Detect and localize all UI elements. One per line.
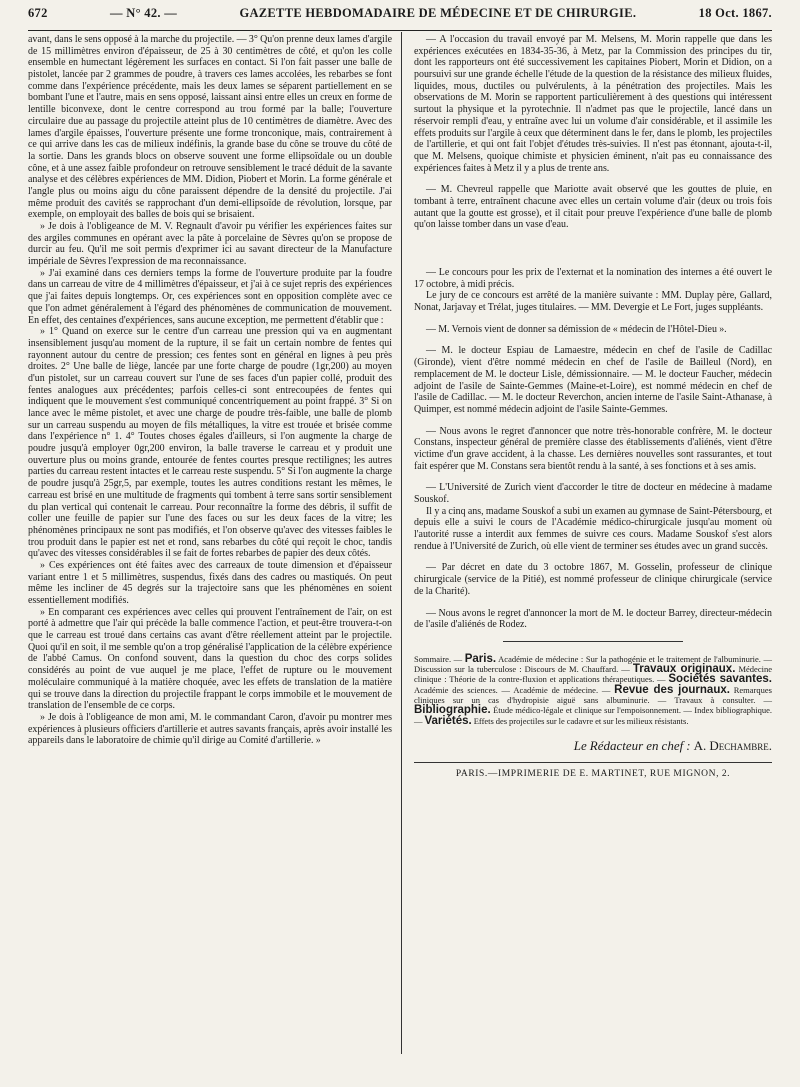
summary-label: Sommaire. — [414, 653, 463, 664]
page-header [28, 6, 772, 28]
paragraph: » Je dois à l'obligeance de M. V. Regnault d'avoir pu vérifier les expériences faites sur des argiles communes en opérant avec la pâte à porcelaine de Sèvres qu'on se propose de durcir au feu. Qu'il me soit permis d'exprimer ici au savant directeur de la Manufacture impériale de Sèvres l'expression de ma reconnaissance. [28, 221, 392, 268]
summary-section: Sociétés savantes. [668, 673, 772, 686]
paragraph: — Le concours pour les prix de l'externat et la nomination des internes a été ouvert le 17 octobre, à midi précis. [414, 267, 772, 290]
summary-section: Revue des journaux. [614, 683, 730, 696]
section-rule [503, 641, 683, 642]
paragraph: — Nous avons le regret d'annoncer la mort de M. le docteur Barrey, directeur-médecin de l'asile d'aliénés de Rodez. [414, 607, 772, 631]
printer-imprint: PARIS.—IMPRIMERIE DE E. MARTINET, RUE MIGNON, 2. [455, 768, 731, 779]
paragraph: » J'ai examiné dans ces derniers temps la forme de l'ouverture produite par la foudre dans un carreau de vitre de 4 millimètres d'épaisseur, et j'ai à ce sujet repris des expériences que j'ai faites depuis longtemps. Or, ces expériences sont en opposition complète avec ce que l'on admet généralement à l'égard des phénomènes de communication de mouvement. En effet, des centaines d'expériences, sans aucune exception, me permettent d'établir que : [28, 267, 392, 326]
editor-signature [414, 737, 772, 753]
paragraph: — Par décret en date du 3 octobre 1867, M. Gosselin, professeur de clinique chirurgicale (service de la Pitié), est nommé professeur de clinique chirurgicale (service de la Charité). [414, 562, 772, 597]
header-rule [28, 30, 772, 31]
issue-number: — N° 42. — [110, 6, 178, 20]
paragraph: — Nous avons le regret d'annoncer que notre très-honorable confrère, M. le docteur Constans, inspecteur général de première classe des établissements d'aliénés, vient d'être victime d'un grave accident, à la chasse. Les dernières nouvelles sont rassurantes, et tout fait espérer que M. Constans sera bientôt rendu à la santé, à ses fonctions et à ses amis. [414, 425, 772, 472]
summary-section: Paris. [464, 652, 497, 665]
left-column [28, 34, 392, 747]
journal-title: GAZETTE HEBDOMADAIRE DE MÉDECINE ET DE CHIRURGIE. [239, 6, 637, 20]
summary-section: Variétés. [424, 714, 472, 727]
paragraph: — M. le docteur Espiau de Lamaestre, médecin en chef de l'asile de Cadillac (Gironde), vient d'être nommé médecin en chef de l'asile de Bailleul (Nord), en remplacement de M. le docteur Lisle, démissionnaire. — M. le docteur Faucher, médecin adjoint de l'asile de Sainte-Gemmes (Maine-et-Loire), est nommé médecin en chef de l'asile de Cadillac. — M. le docteur Reverchon, ancien interne de l'asile Saint-Athanase, à Quimper, est nommé médecin adjoint de l'asile Sainte-Gemmes. [414, 345, 772, 415]
issue-date: 18 Oct. 1867. [698, 6, 772, 20]
column-divider [401, 32, 402, 1054]
paragraph: — A l'occasion du travail envoyé par M. Melsens, M. Morin rappelle que dans les expériences exécutées en 1834-35-36, à Metz, par la Commission des principes du tir, dont les rapporteurs ont été successivement les capitaines Piobert, Morin et Didion, on a poursuivi sur une grande échelle l'étude de la question de la résistance des milieux fluides, liquides, mous, ductiles ou pulvérulents, à la pénétration des projectiles. Mais les observations de M. Morin se rapportent particulièrement à des questions qui intéressent surtout la physique et la pyrotechnie. Il n'admet pas que le projectile, lancé dans un réservoir rempli d'eau, y entraîne avec lui un volume d'air considérable, et il assimile les effets produits sur l'argile à ceux que déterminent dans le fer, dans le plomb, les projectiles de l'artillerie, et qui ont fait l'objet d'études très-suivies. Il n'est pas étonnant, ajouta-t-il, que M. Melsens, quoique chimiste et physicien éminent, n'ait pas eu connaissance des expériences faites à Metz il y a plus de trente ans. [414, 34, 772, 174]
right-column [414, 34, 772, 780]
editor-label: Le Rédacteur en chef : [573, 737, 691, 753]
paragraph: — M. Chevreul rappelle que Mariotte avait observé que les gouttes de pluie, en tombant à terre, entraînent chacune avec elles un certain volume d'air (deux ou trois fois autant que la goutte est grosse), et il citait pour preuve l'expérience d'une balle de plomb qu'on laisse tomber dans un vase d'eau. [414, 184, 772, 231]
paragraph: » 1° Quand on exerce sur le centre d'un carreau une pression qui va en augmentant insensiblement jusqu'au moment de la rupture, il se fait un certain nombre de fentes qui rayonnent autour du centre de pression; ces fentes sont en général en lignes à peu près droites. 2° Une balle de liège, lancée par une forte charge de poudre (1gr,200) au moyen d'un pistolet, sur un carreau couvert sur l'une de ses faces d'un papier collé, produit des fentes analogues aux précédentes; parfois celles-ci sont entrecoupées de fentes qui indiquent que le mouvement s'est communiqué concentriquement au point frappé. 3° Si on lance avec le même pistolet, et avec une charge de poudre très-faible, une balle de plomb sur un carreau suspendu au moyen de fils métalliques, la vitre est trouée et brisée comme dans l'expérience n° 1. 4° Toutes choses égales d'ailleurs, si l'on augmente la charge de poudre jusqu'à employer 0gr,200 environ, la balle traverse le carreau et y produit une ouverture plus ou moins grande, entourée de fentes courtes presque rectilignes; les autres parties du carreau restent intactes et le carreau reste suspendu. 5° Si l'on augmente la charge de poudre jusqu'à 25gr,5, par exemple, toutes les autres conditions restant les mêmes, le carreau est brisé en une multitude de fragments qui tombent à terre sans sortir sensiblement du plan vertical qui contenait le carreau. Pour reconnaître la forme des débris, il suffit de coller une feuille de papier sur l'une des faces ou sur les deux faces de la vitre; les phénomènes principaux ne sont pas modifiés, et l'on observe qu'avec des vitesses faibles le trou produit dans le papier est net et rond, sans rebarbes du côté qui reçoit le choc, tandis qu'avec des vitesses considérables il se fait de fortes rebarbes de papier des deux côtés. [28, 326, 392, 560]
paragraph: » Ces expériences ont été faites avec des carreaux de toute dimension et d'épaisseur variant entre 1 et 5 millimètres, suspendus, fixés dans des cadres ou mastiqués. On peut même les incliner de 45 degrés sur la trajectoire sans que les phénomènes en soient essentiellement modifiés. [28, 559, 392, 606]
paragraph: » Je dois à l'obligeance de mon ami, M. le commandant Caron, d'avoir pu montrer mes expériences à plusieurs officiers d'artillerie et autres savants français, après avoir installé les appareils dans le laboratoire de chimie qu'il dirige au Comité d'artillerie. » [28, 711, 392, 747]
paragraph: avant, dans le sens opposé à la marche du projectile. — 3° Qu'on prenne deux lames d'argile de 15 millimètres environ d'épaisseur, de 25 à 30 centimètres de côté, et qu'on les colle ensemble en humectant légèrement les surfaces en contact. Si l'on fait passer une balle de pistolet, lancée par 2 grammes de poudre, à travers ces lames accolées, les rebarbes se font comme dans l'expérience précédente, mais les deux lames se séparent partiellement en se bombant l'une et l'autre, mais en sens opposé, laissant ainsi entre elles un creux en forme de lentille biconvexe, dont le centre correspond au trou formé par la balle; l'ouverture circulaire due au passage du projectile atteint plus de 10 centimètres de diamètre. Avec des lames d'argile épaisses, l'ouverture présente une forme tronconique, mais, contrairement à ce qui arrive dans les cas de milieux indéfinis, la grande base du cône se trouve du côté de la sortie. Dans les grands blocs on observe souvent une forme ellipsoïdale ou un double cône, et à une assez faible profondeur on retrouve sensiblement le tracé déduit de la savante analyse et des célèbres expériences de MM. Didion, Piobert et Morin. La forme générale et l'angle plus ou moins aigu du cône paraissent dépendre de la densité du projectile. J'ai même produit des cavités se rapprochant d'un demi-ellipsoïde de révolution, lorsque, par exemple, on employait des balles de bois qui se brisaient. [28, 34, 392, 221]
editor-name: A. Dechambre. [693, 737, 772, 753]
page-number: 672 [28, 6, 48, 20]
summary: Sommaire. — Paris. Académie de médecine : Sur la pathogénie et le traitement de l'albuminurie. — Discussion sur la tuberculose : Discours de M. Chauffard. — Travaux originaux. Médecine clinique : Théorie de la contre-fluxion et applications thérapeutiques. — Sociétés savantes. Académie des sciences. — Académie de médecine. — Revue des journaux. Remarques cliniques sur un cas d'hydropisie aiguë sans albuminurie. — Travaux à consulter. — Bibliographie. Étude médico-légale et clinique sur l'empoisonnement. — Index bibliographique. — Variétés. Effets des projectiles sur le cadavre et sur les milieux résistants. [414, 652, 772, 727]
paragraph: » En comparant ces expériences avec celles qui prouvent l'entraînement de l'air, on est porté à admettre que l'air qui précède la balle commence l'action, et peut-être trouvera-t-on que le carreau est troué dans certains cas avant d'être réellement atteint par le projectile. Quoi qu'il en soit, il me semble qu'on a trop généralisé l'application de la célèbre expérience de l'abbé Camus. On confond souvent, dans la question du choc des corps solides considérés au point de vue auquel je me place, l'effet de rupture ou le mouvement moléculaire communiqué à la matière choquée, avec les effets de translation de la matière qui se trouve dans la direction du projectile frappant le corps immobile et le mouvement de translation de l'ensemble de ce corps. [28, 606, 392, 712]
paragraph: Le jury de ce concours est arrêté de la manière suivante : MM. Duplay père, Gallard, Nonat, Jarjavay et Trélat, juges titulaires. — MM. Devergie et Le Fort, juges suppléants. [414, 290, 772, 314]
footer-rule [414, 762, 772, 763]
paragraph: Il y a cinq ans, madame Souskof a subi un examen au gymnase de Saint-Pétersbourg, et depuis elle a suivi le cours de l'Académie médico-chirurgicale jusqu'au moment où l'autorité russe a interdit aux femmes de suivre ces cours. Madame Souskof s'est alors rendue à l'Université de Zurich, où elle vient de terminer ses études avec un grand succès. [414, 505, 772, 552]
summary-section: Bibliographie. [414, 704, 491, 717]
paragraph: — M. Vernois vient de donner sa démission de « médecin de l'Hôtel-Dieu ». [426, 323, 727, 335]
paragraph: — L'Université de Zurich vient d'accorder le titre de docteur en médecine à madame Souskof. [414, 482, 772, 505]
summary-section: Travaux originaux. [632, 663, 736, 676]
